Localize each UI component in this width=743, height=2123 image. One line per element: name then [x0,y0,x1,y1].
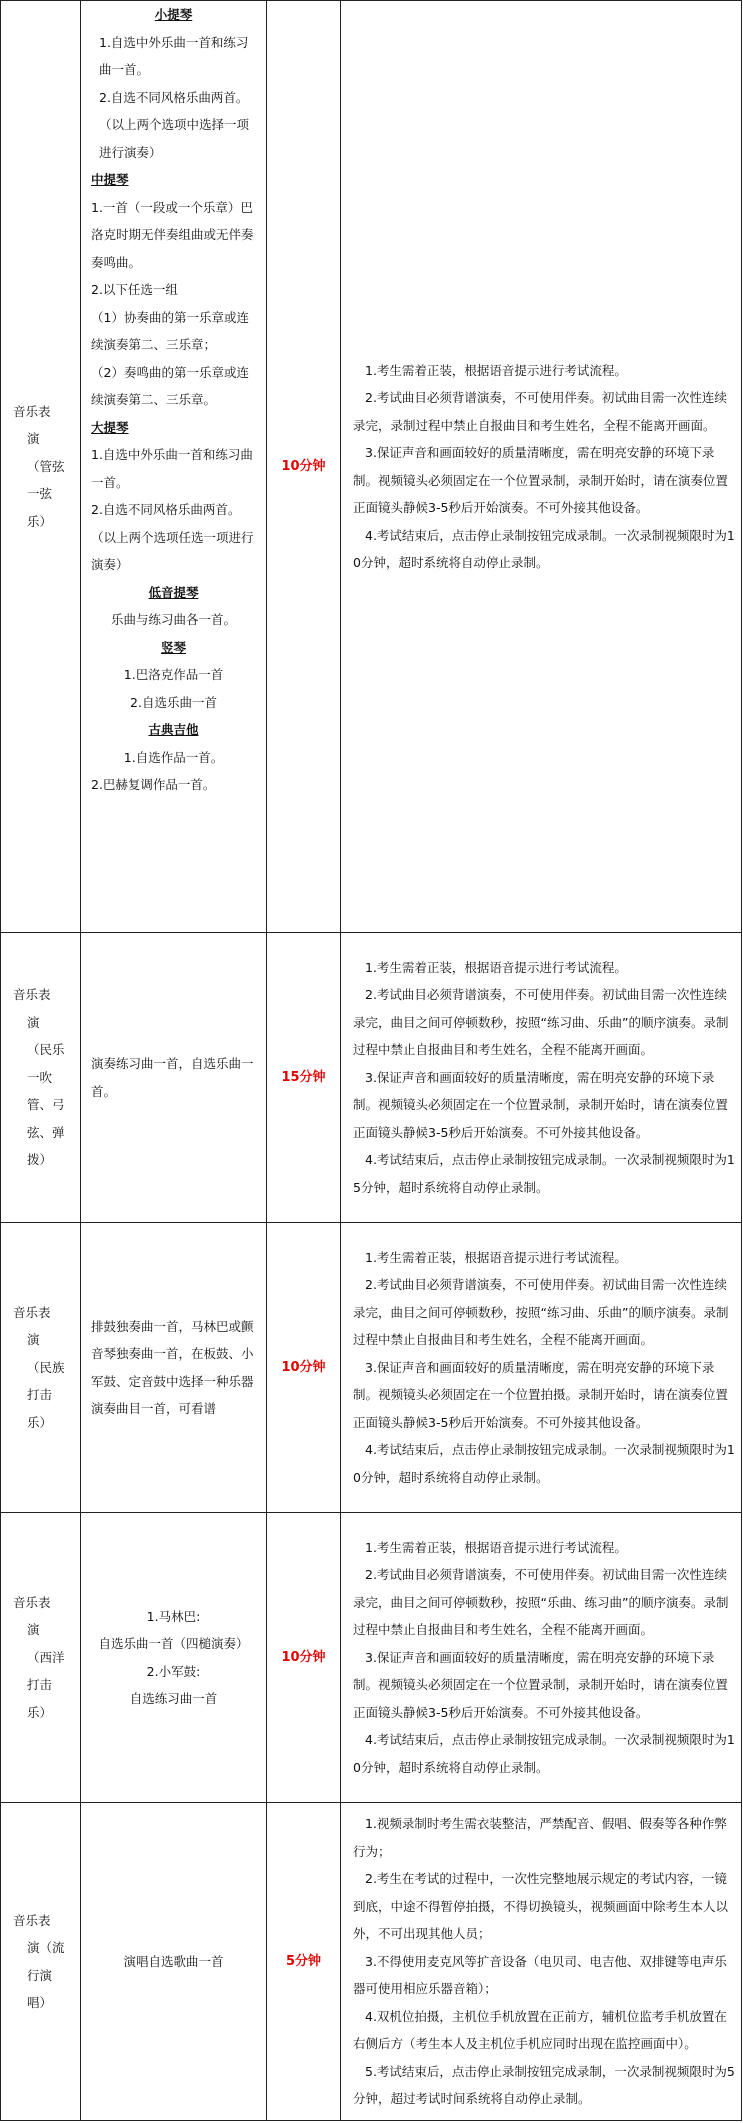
content-line: 自选练习曲一首 [129,1691,218,1706]
instrument-heading: 小提琴 [154,7,193,22]
content-line: 1.自选中外乐曲一首和练习曲一首。 [99,34,249,77]
content-cell: 排鼓独奏曲一首，马林巴或颤音琴独奏曲一首，在板鼓、小军鼓、定音鼓中选择一种乐器演奏曲目一首，可看谱 [81,1223,267,1513]
content-line: 1.巴洛克作品一首 [123,667,224,682]
category-line: 乐） [27,1414,53,1430]
category-line: 演 [27,1622,40,1638]
category-line: 弦、弹 [27,1124,65,1140]
category-line: 行演 [27,1967,53,1983]
requirement-item: 4.考试结束后，点击停止录制按钮完成录制。一次录制视频限时为10分钟，超时系统将自动停止录制。 [353,527,735,570]
content-line: 2.巴赫复调作品一首。 [91,777,216,792]
category-line: 乐） [27,513,53,529]
category-line: 打击 [27,1677,53,1693]
requirement-item: 3.保证声音和画面较好的质量清晰度，需在明亮安静的环境下录制。视频镜头必须固定在一个位置录制，录制开始时，请在演奏位置正面镜头静候3-5秒后开始演奏。不可外接其他设备。 [353,1649,729,1720]
instrument-heading: 大提琴 [91,419,129,435]
requirements-cell [341,1803,742,2121]
content-line: （以上两个选项任选一项进行演奏） [91,529,254,572]
requirement-item: 1.考生需着正装，根据语音提示进行考试流程。 [365,1539,627,1555]
requirement-item: 2.考生在考试的过程中，一次性完整地展示规定的考试内容，一镜到底，中途不得暂停拍摄，不得切换镜头，视频画面中除考生本人以外，不可出现其他人员； [353,1871,729,1942]
category-line: 音乐表 [13,403,51,419]
category-line: 演 [27,431,40,447]
content-line: 2.自选不同风格乐曲两首。 [99,89,249,105]
instrument-heading: 中提琴 [91,172,129,187]
requirement-item: 2.考试曲目必须背谱演奏，不可使用伴奏。初试曲目需一次性连续录完，曲目之间可停顿数秒，按照“练习曲、乐曲”的顺序演奏。录制过程中禁止自报曲目和考生姓名，全程不能离开画面。 [353,1277,729,1348]
instrument-heading: 古典吉他 [148,722,199,737]
category-line: （民乐 [27,1042,65,1058]
category-cell [1,1223,81,1513]
time-limit: 5分钟 [267,1803,341,2121]
category-line: 打击 [27,1387,53,1403]
category-line: 拨） [27,1152,53,1168]
category-line: 演（流 [27,1940,65,1955]
table-row [1,1,742,933]
category-line: 演 [27,1332,40,1348]
requirement-item: 4.考试结束后，点击停止录制按钮完成录制。一次录制视频限时为15分钟，超时系统将自动停止录制。 [353,1152,735,1195]
category-line: 一弦 [27,486,53,502]
content-cell [81,1,267,933]
category-line: 音乐表 [13,1304,51,1320]
content-cell: 演唱自选歌曲一首 [81,1803,267,2121]
content-cell: 演奏练习曲一首，自选乐曲一首。 [81,933,267,1223]
requirement-item: 4.考试结束后，点击停止录制按钮完成录制。一次录制视频限时为10分钟，超时系统将自动停止录制。 [353,1732,735,1775]
content-line: 1.自选作品一首。 [123,749,224,765]
time-limit: 10分钟 [267,1223,341,1513]
table-row [1,1513,742,1803]
category-cell [1,1,81,933]
table-row [1,933,742,1223]
category-line: 音乐表 [13,1594,51,1610]
category-line: 音乐表 [13,987,51,1003]
requirement-item: 3.保证声音和画面较好的质量清晰度，需在明亮安静的环境下录制。视频镜头必须固定在一个位置录制，录制开始时，请在演奏位置正面镜头静候3-5秒后开始演奏。不可外接其他设备。 [353,1069,729,1140]
category-line: 唱） [27,1995,53,2010]
content-line: 1.一首（一段或一个乐章）巴洛克时期无伴奏组曲或无伴奏奏鸣曲。 [91,199,254,270]
requirements-cell [341,1513,742,1803]
requirements-cell [341,1223,742,1513]
category-line: 演 [27,1014,40,1030]
category-cell [1,933,81,1223]
instrument-heading: 低音提琴 [148,584,199,600]
content-line: 1.马林巴: [146,1608,201,1624]
requirement-item: 1.视频录制时考生需衣装整洁，严禁配音、假唱、假奏等各种作弊行为； [353,1816,727,1859]
category-line: （民族 [27,1359,65,1375]
category-cell [1,1513,81,1803]
content-line: （以上两个选项中选择一项进行演奏） [99,117,250,160]
content-line: 2.小军鼓: [146,1663,201,1679]
category-line: （西洋 [27,1649,65,1665]
requirement-item: 1.考生需着正装，根据语音提示进行考试流程。 [365,959,627,975]
time-limit: 10分钟 [267,1,341,933]
requirement-item: 3.保证声音和画面较好的质量清晰度，需在明亮安静的环境下录制。视频镜头必须固定在一个位置录制，录制开始时，请在演奏位置正面镜头静候3-5秒后开始演奏。不可外接其他设备。 [353,445,729,515]
table-row [1,1223,742,1513]
requirement-item: 1.考生需着正装，根据语音提示进行考试流程。 [365,362,627,378]
content-line: 乐曲与练习曲各一首。 [110,612,236,627]
content-line: （1）协奏曲的第一乐章或连续演奏第二、三乐章； [91,309,249,352]
requirements-cell [341,933,742,1223]
category-line: 一吹 [27,1069,53,1085]
category-line: 乐） [27,1704,53,1720]
requirement-item: 3.保证声音和画面较好的质量清晰度，需在明亮安静的环境下录制。视频镜头必须固定在一个位置拍摄。录制开始时，请在演奏位置正面镜头静候3-5秒后开始演奏。不可外接其他设备。 [353,1359,729,1430]
requirement-item: 5.考试结束后，点击停止录制按钮完成录制，一次录制视频限时为5分钟，超过考试时间系统将自动停止录制。 [353,2063,735,2107]
time-limit: 15分钟 [267,933,341,1223]
content-line: 2.自选不同风格乐曲两首。 [91,502,241,517]
content-line: 2.自选乐曲一首 [130,694,217,710]
category-cell [1,1803,81,2121]
category-line: （管弦 [27,458,65,474]
requirement-item: 3.不得使用麦克风等扩音设备（电贝司、电吉他、双排键等电声乐器可使用相应乐器音箱）； [353,1953,727,1997]
category-line: 音乐表 [13,1912,51,1928]
instrument-heading: 竖琴 [160,639,186,655]
requirements-cell [341,1,742,933]
category-line: 管、弓 [27,1097,65,1113]
time-limit: 10分钟 [267,1513,341,1803]
content-cell [81,1513,267,1803]
content-line: （2）奏鸣曲的第一乐章或连续演奏第二、三乐章。 [91,364,249,407]
requirement-item: 2.考试曲目必须背谱演奏，不可使用伴奏。初试曲目需一次性连续录完，录制过程中禁止自报曲目和考生姓名，全程不能离开画面。 [353,390,727,433]
requirement-item: 2.考试曲目必须背谱演奏，不可使用伴奏。初试曲目需一次性连续录完，曲目之间可停顿数秒，按照“乐曲、练习曲”的顺序演奏。录制过程中禁止自报曲目和考生姓名，全程不能离开画面。 [353,1567,729,1638]
requirement-item: 2.考试曲目必须背谱演奏，不可使用伴奏。初试曲目需一次性连续录完，曲目之间可停顿数秒，按照“练习曲、乐曲”的顺序演奏。录制过程中禁止自报曲目和考生姓名，全程不能离开画面。 [353,987,729,1058]
content-line: 1.自选中外乐曲一首和练习曲一首。 [91,447,253,490]
requirement-item: 4.双机位拍摄，主机位手机放置在正前方，辅机位监考手机放置在右侧后方（考生本人及主机位手机应同时出现在监控画面中）。 [353,2008,727,2052]
requirement-item: 4.考试结束后，点击停止录制按钮完成录制。一次录制视频限时为10分钟，超时系统将自动停止录制。 [353,1442,735,1485]
requirement-item: 1.考生需着正装，根据语音提示进行考试流程。 [365,1249,627,1265]
content-line: 2.以下任选一组 [91,282,178,297]
content-line: 自选乐曲一首（四槌演奏） [98,1636,249,1651]
table-row [1,1803,742,2121]
